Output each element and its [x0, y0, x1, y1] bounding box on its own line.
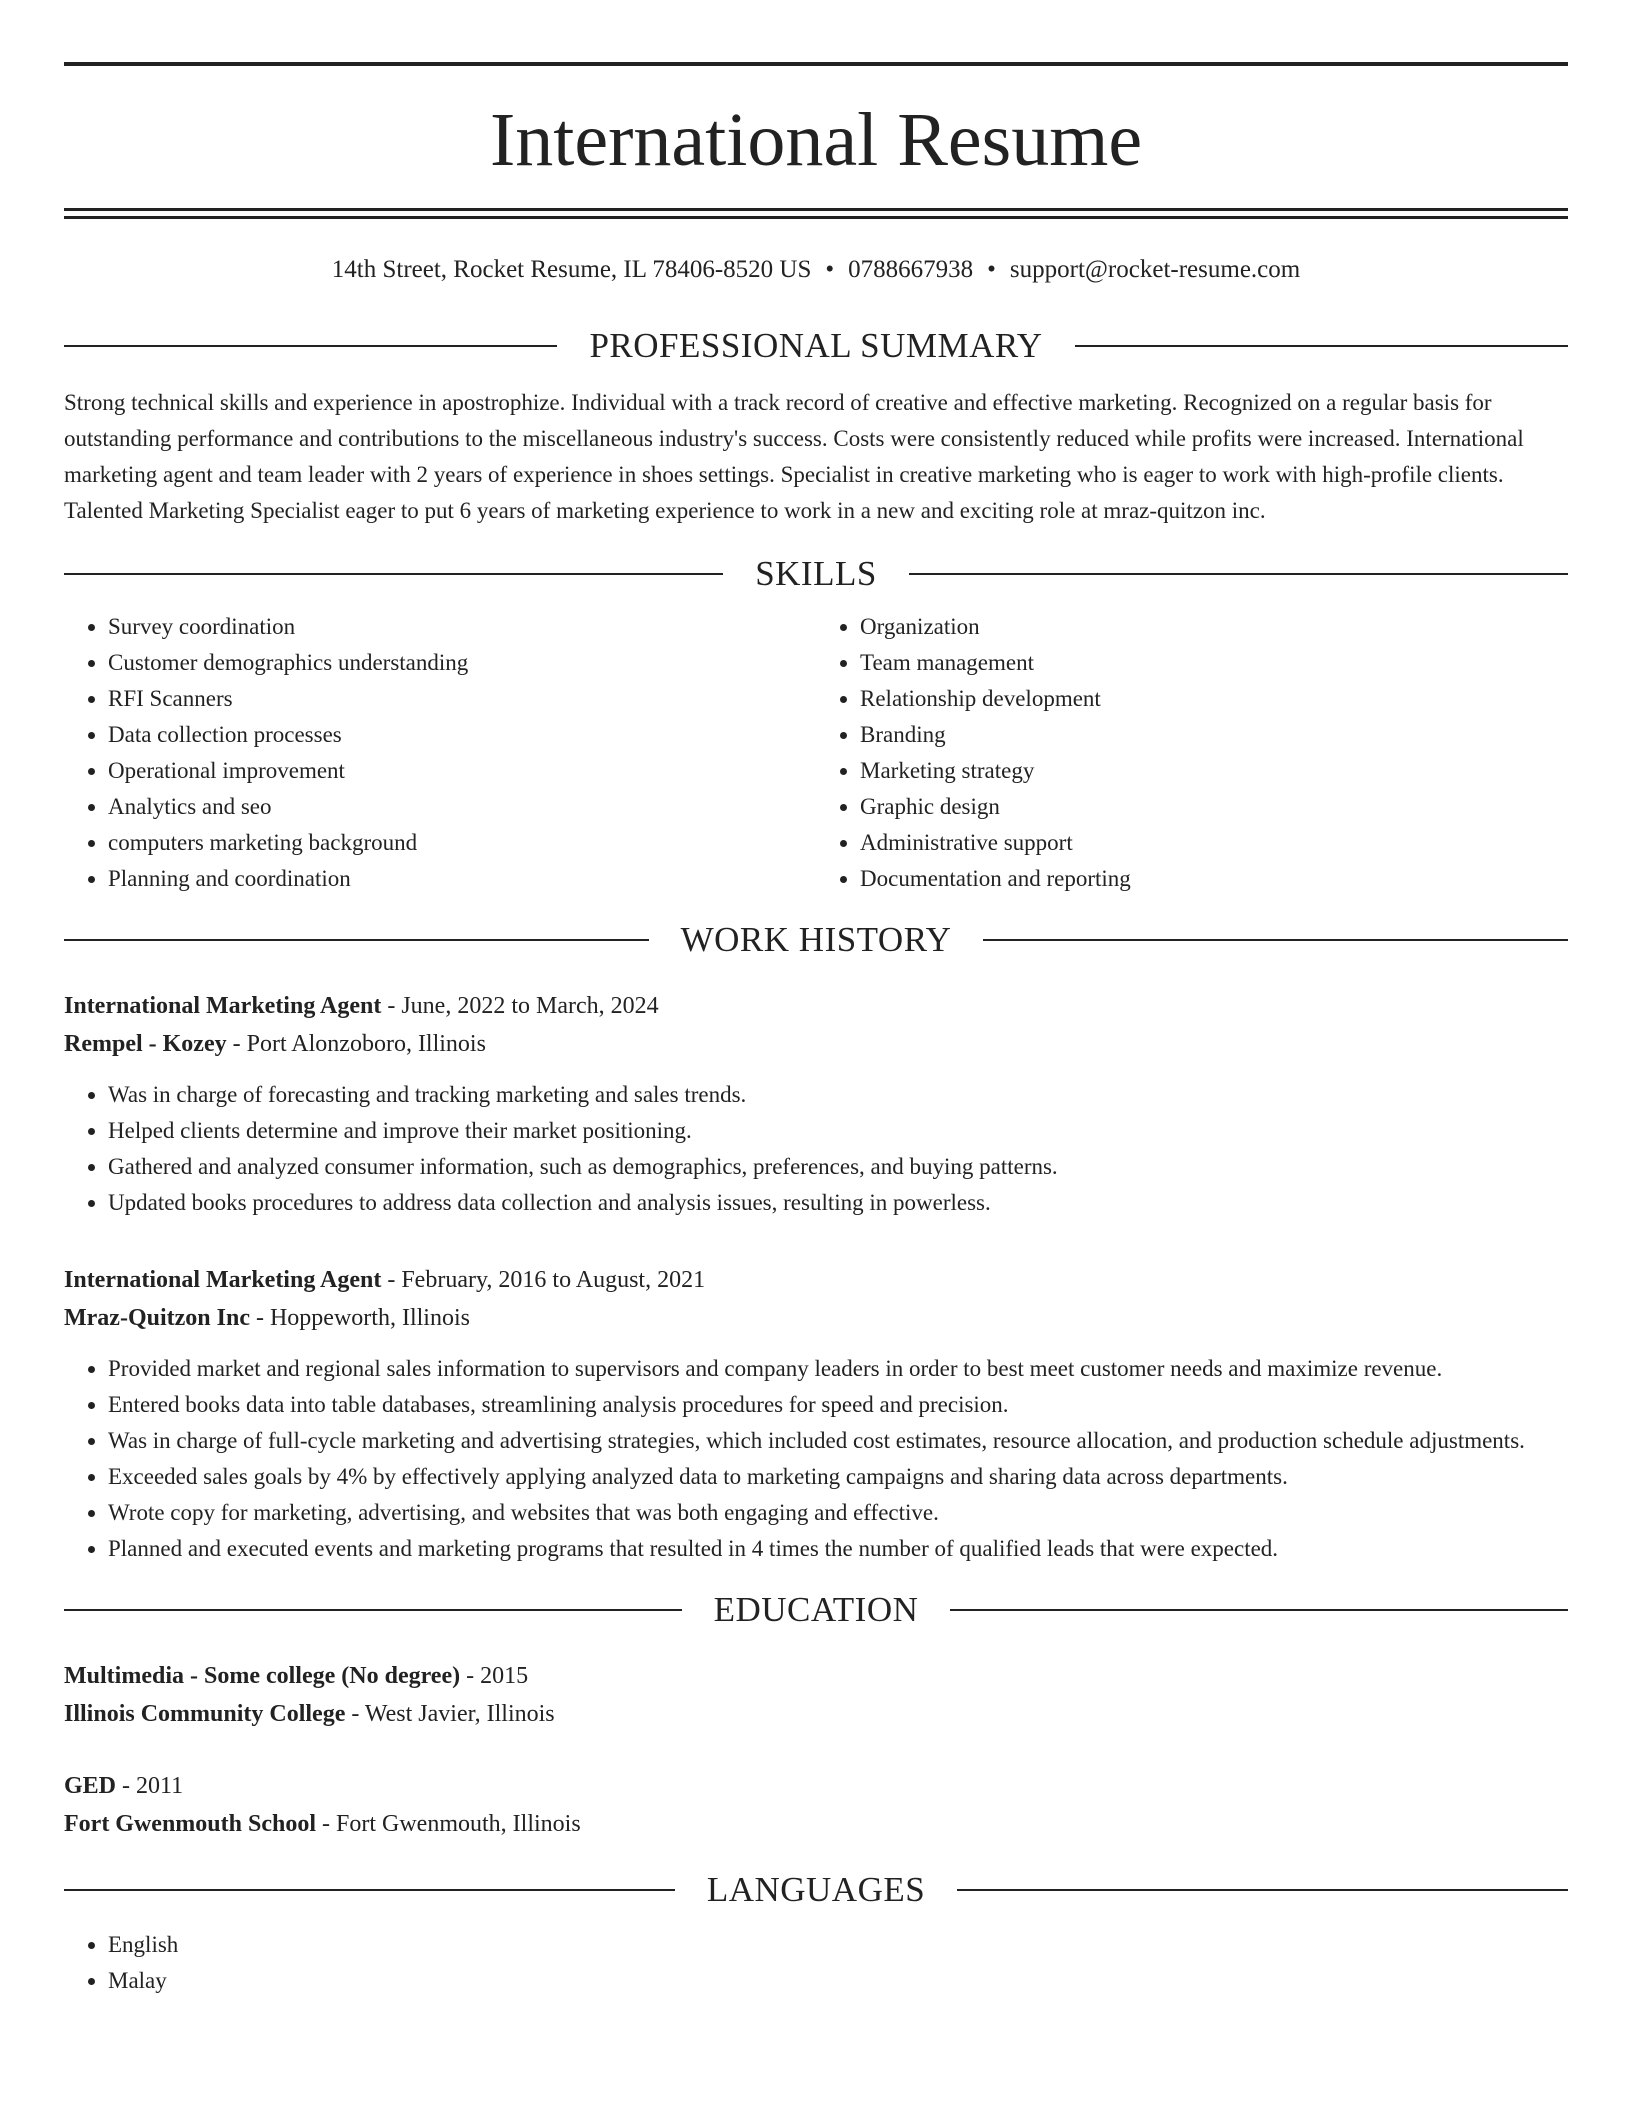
job-location: Hoppeworth, Illinois — [269, 1305, 470, 1331]
section-rule-right — [983, 939, 1568, 941]
education-location: West Javier, Illinois — [364, 1701, 555, 1727]
skill-item: • Team management — [860, 645, 1568, 681]
contact-line — [64, 255, 1568, 285]
job-company: Rempel - Kozey — [64, 1031, 227, 1057]
job-dates: February, 2016 to August, 2021 — [401, 1267, 706, 1293]
contact-separator: • — [987, 256, 996, 283]
languages-list — [64, 1927, 1568, 1999]
contact-phone: 0788667938 — [848, 256, 974, 283]
job-entry — [64, 987, 1568, 1221]
job-bullet: • Helped clients determine and improve their market positioning. — [108, 1113, 1568, 1149]
job-bullet: • Wrote copy for marketing, advertising, and websites that was both engaging and effective. — [108, 1495, 1568, 1531]
job-title-line: International Marketing Agent - February, 2016 to August, 2021 — [64, 1267, 706, 1293]
education-entry — [64, 1767, 1568, 1843]
section-rule-left — [64, 1609, 682, 1611]
top-rule — [64, 62, 1568, 66]
skill-item: • Survey coordination — [108, 609, 816, 645]
job-title: International Marketing Agent — [64, 1267, 382, 1293]
education-year: 2015 — [480, 1663, 529, 1689]
skills-list — [64, 609, 1568, 897]
education-school-line: Fort Gwenmouth School - Fort Gwenmouth, Illinois — [64, 1811, 581, 1837]
section-rule-left — [64, 345, 557, 347]
skill-item: • Organization — [860, 609, 1568, 645]
job-bullet: • Gathered and analyzed consumer information, such as demographics, preferences, and buying patterns. — [108, 1149, 1568, 1185]
section-header-education — [64, 1589, 1568, 1631]
section-rule-right — [1075, 345, 1568, 347]
section-header-skills — [64, 553, 1568, 595]
education-school: Illinois Community College — [64, 1701, 346, 1727]
education-degree-line: Multimedia - Some college (No degree) - 2015 — [64, 1663, 529, 1689]
section-header-languages — [64, 1869, 1568, 1911]
education-location: Fort Gwenmouth, Illinois — [336, 1811, 581, 1837]
education-degree: Multimedia - Some college (No degree) — [64, 1663, 461, 1689]
job-bullet: • Was in charge of forecasting and tracking marketing and sales trends. — [108, 1077, 1568, 1113]
job-bullet: • Exceeded sales goals by 4% by effectively applying analyzed data to marketing campaigns and sharing data across departments. — [108, 1459, 1568, 1495]
job-entry — [64, 1261, 1568, 1567]
summary-text: Strong technical skills and experience in apostrophize. Individual with a track record of creative and effective marketing. Recognized on a regular basis for outstanding performance and contributions to the miscellaneous industry's success. Costs were consistently reduced while profits were increased. International marketing agent and team leader with 2 years of experience in shoes settings. Specialist in creative marketing who is eager to work with high-profile clients. Talented Marketing Specialist eager to put 6 years of marketing experience to work in a new and exciting role at mraz-quitzon inc. — [64, 390, 1524, 523]
section-rule-right — [909, 573, 1568, 575]
contact-separator: • — [825, 256, 835, 283]
section-title: SKILLS — [755, 554, 877, 593]
skill-item: • Branding — [860, 717, 1568, 753]
education-degree-line: GED - 2011 — [64, 1773, 184, 1799]
job-company-line: Mraz-Quitzon Inc - Hoppeworth, Illinois — [64, 1305, 470, 1331]
education-school-line: Illinois Community College - West Javier, Illinois — [64, 1701, 555, 1727]
skill-item: • computers marketing background — [108, 825, 816, 861]
skills-column-left — [64, 609, 816, 897]
job-dates: June, 2022 to March, 2024 — [401, 993, 659, 1019]
job-bullets — [64, 1351, 1568, 1567]
job-title-line: International Marketing Agent - June, 2022 to March, 2024 — [64, 993, 659, 1019]
job-title: International Marketing Agent — [64, 993, 382, 1019]
contact-address: 14th Street, Rocket Resume, IL 78406-8520 US — [331, 256, 812, 283]
section-rule-left — [64, 573, 723, 575]
skill-item: • Planning and coordination — [108, 861, 816, 897]
job-bullet: • Entered books data into table databases, streamlining analysis procedures for speed and precision. — [108, 1387, 1568, 1423]
section-title: PROFESSIONAL SUMMARY — [589, 326, 1043, 365]
skill-item: • Marketing strategy — [860, 753, 1568, 789]
skills-column-right — [816, 609, 1568, 897]
skill-item: • RFI Scanners — [108, 681, 816, 717]
section-rule-right — [957, 1889, 1568, 1891]
skill-item: • Relationship development — [860, 681, 1568, 717]
skill-item: • Graphic design — [860, 789, 1568, 825]
job-bullet: • Provided market and regional sales information to supervisors and company leaders in order to best meet customer needs and maximize revenue. — [108, 1351, 1568, 1387]
education-entry — [64, 1657, 1568, 1733]
skill-item: • Operational improvement — [108, 753, 816, 789]
job-company-line: Rempel - Kozey - Port Alonzoboro, Illinois — [64, 1031, 486, 1057]
education-year: 2011 — [136, 1773, 184, 1799]
language-item: • Malay — [108, 1963, 1568, 1999]
education-degree: GED — [64, 1773, 117, 1799]
section-rule-left — [64, 939, 649, 941]
section-header-summary — [64, 325, 1568, 367]
job-bullet: • Updated books procedures to address data collection and analysis issues, resulting in powerless. — [108, 1185, 1568, 1221]
skill-item: • Documentation and reporting — [860, 861, 1568, 897]
job-bullet: • Was in charge of full-cycle marketing and advertising strategies, which included cost estimates, resource allocation, and production schedule adjustments. — [108, 1423, 1568, 1459]
job-company: Mraz-Quitzon Inc — [64, 1305, 250, 1331]
skill-item: • Data collection processes — [108, 717, 816, 753]
education-school: Fort Gwenmouth School — [64, 1811, 316, 1837]
language-item: • English — [108, 1927, 1568, 1963]
job-bullet: • Planned and executed events and marketing programs that resulted in 4 times the number of qualified leads that were expected. — [108, 1531, 1568, 1567]
section-header-work-history — [64, 919, 1568, 961]
skill-item: • Customer demographics understanding — [108, 645, 816, 681]
resume-title: International Resume — [489, 98, 1143, 182]
section-rule-left — [64, 1889, 675, 1891]
title-double-rule — [64, 208, 1568, 219]
section-title: EDUCATION — [713, 1590, 919, 1629]
section-title: LANGUAGES — [706, 1870, 926, 1909]
skill-item: • Analytics and seo — [108, 789, 816, 825]
contact-email: support@rocket-resume.com — [1009, 256, 1301, 283]
job-location: Port Alonzoboro, Illinois — [246, 1031, 486, 1057]
section-rule-right — [950, 1609, 1568, 1611]
job-bullets — [64, 1077, 1568, 1221]
section-title: WORK HISTORY — [680, 920, 952, 959]
skill-item: • Administrative support — [860, 825, 1568, 861]
